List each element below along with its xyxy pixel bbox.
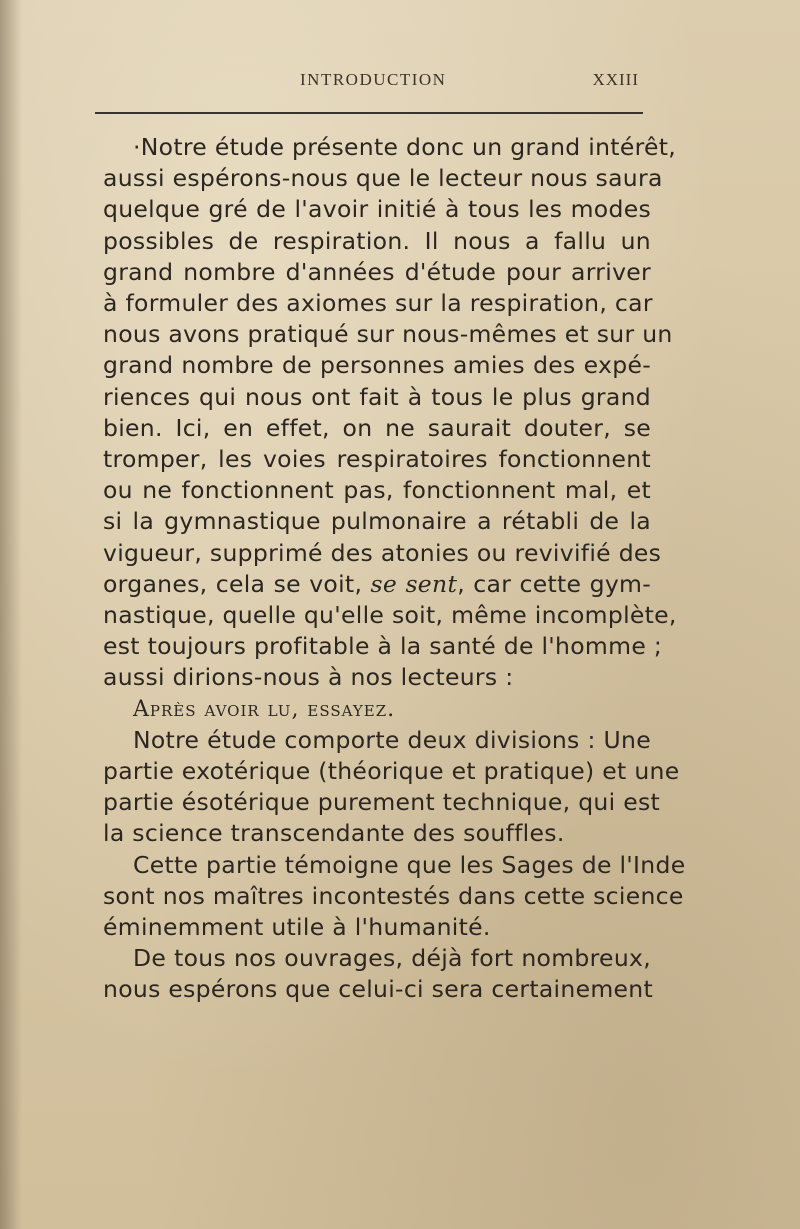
text-line: si la gymnastique pulmonaire a rétabli de la <box>103 507 651 536</box>
text-line: aussi espérons-nous que le lecteur nous saura <box>103 164 663 193</box>
text-line <box>103 569 651 600</box>
text-line: ou ne fonctionnent pas, fonctionnent mal, et <box>103 476 651 505</box>
text-segment: , car cette gym- <box>457 569 652 598</box>
text-line: à formuler des axiomes sur la respiration, car <box>103 289 653 318</box>
text-line: éminemment utile à l'humanité. <box>103 913 491 942</box>
motto: Après avoir lu, essayez. <box>133 696 396 722</box>
text-line: partie ésotérique purement technique, qui est <box>103 788 661 817</box>
text-line: riences qui nous ont fait à tous le plus grand <box>103 382 651 411</box>
body-text <box>103 132 686 1006</box>
text-line: Notre étude comporte deux divisions : Une <box>133 725 651 754</box>
text-line: la science transcendante des souffles. <box>103 819 565 848</box>
italic-text: se sent <box>370 569 458 598</box>
text-line: nastique, quelle qu'elle soit, même incomplète, <box>103 601 677 630</box>
text-line: est toujours profitable à la santé de l'homme ; <box>103 632 663 661</box>
header-rule <box>95 112 643 114</box>
text-line: ·Notre étude présente donc un grand intérêt, <box>133 133 677 161</box>
text-line: nous avons pratiqué sur nous-mêmes et sur un <box>103 320 673 349</box>
text-segment: organes, cela se voit, <box>103 569 371 598</box>
text-line: Cette partie témoigne que les Sages de l'Inde <box>133 850 686 879</box>
text-line: grand nombre de personnes amies des expé- <box>103 351 651 380</box>
text-line: partie exotérique (théorique et pratique) et une <box>103 757 680 786</box>
text-line: vigueur, supprimé des atonies ou revivifié des <box>103 538 662 567</box>
text-line: possibles de respiration. Il nous a fallu un <box>103 226 651 255</box>
text-line: De tous nos ouvrages, déjà fort nombreux, <box>133 944 651 973</box>
text-line: grand nombre d'années d'étude pour arriver <box>103 257 651 286</box>
page-header <box>95 66 645 96</box>
page-number: XXIII <box>592 70 639 89</box>
running-title: INTRODUCTION <box>300 70 447 89</box>
text-line: aussi dirions-nous à nos lecteurs : <box>103 663 514 692</box>
text-line: quelque gré de l'avoir initié à tous les modes <box>103 195 651 224</box>
binding-shadow <box>0 0 22 1229</box>
text-line: bien. Ici, en effet, on ne saurait douter, se <box>103 413 651 442</box>
text-line: sont nos maîtres incontestés dans cette science <box>103 881 684 910</box>
text-line: nous espérons que celui-ci sera certainement <box>103 975 653 1004</box>
text-line: tromper, les voies respiratoires fonctionnent <box>103 445 651 474</box>
